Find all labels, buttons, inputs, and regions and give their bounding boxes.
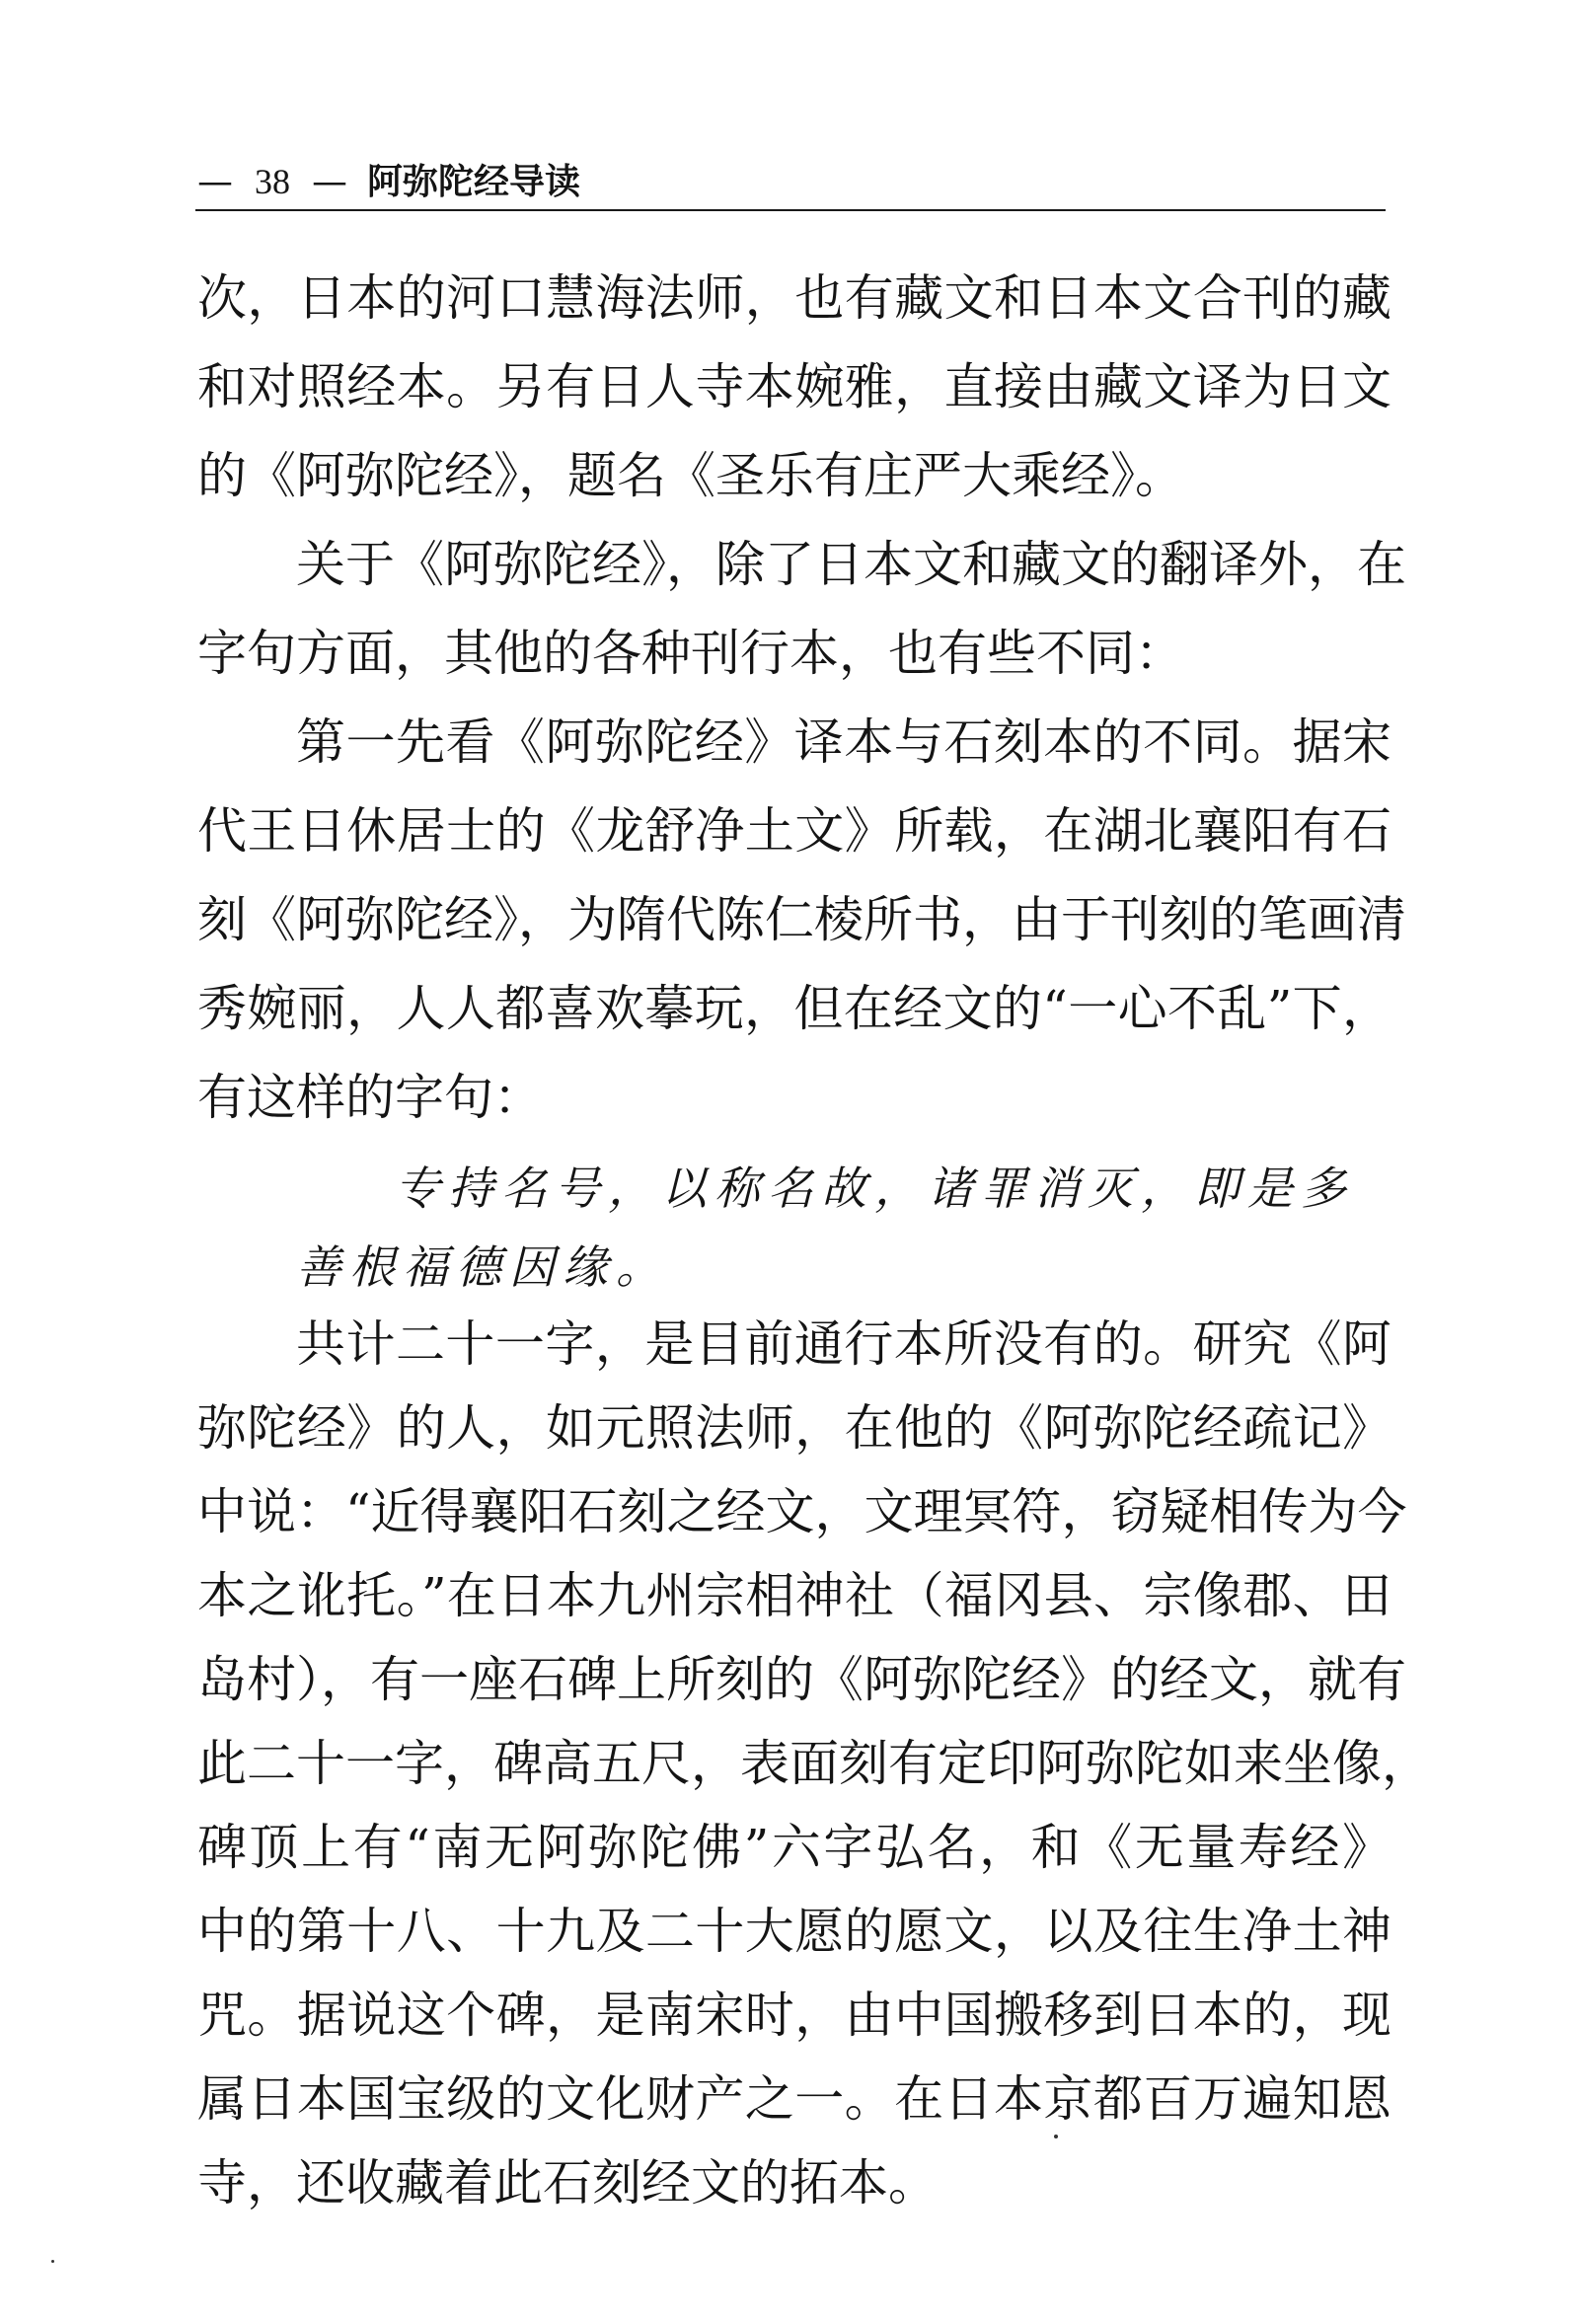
running-head — [197, 158, 580, 206]
body-line: 代王日休居士的《龙舒净土文》所载，在湖北襄阳有石 — [197, 802, 1391, 860]
body-line: 此二十一字，碑高五尺，表面刻有定印阿弥陀如来坐像， — [197, 1735, 1431, 1792]
body-line: 秀婉丽，人人都喜欢摹玩，但在经文的“一心不乱”下， — [197, 980, 1391, 1037]
scan-speck — [51, 2260, 54, 2263]
scan-speck — [1054, 2135, 1058, 2138]
body-line: 次，日本的河口慧海法师，也有藏文和日本文合刊的藏 — [197, 269, 1391, 327]
body-line: 碑顶上有“南无阿弥陀佛”六字弘名，和《无量寿经》 — [197, 1819, 1391, 1876]
body-line: 中说：“近得襄阳石刻之经文，文理冥符，窃疑相传为今 — [197, 1483, 1407, 1540]
paragraph-first-line: 第一先看《阿弥陀经》译本与石刻本的不同。据宋 — [296, 713, 1391, 771]
block-quote-line: 善根福德因缘。 — [296, 1240, 669, 1294]
paragraph-first-line: 共计二十一字，是目前通行本所没有的。研究《阿 — [296, 1315, 1391, 1373]
page-number: 38 — [255, 162, 290, 201]
head-dash-left: — — [197, 162, 233, 202]
body-line: 岛村），有一座石碑上所刻的《阿弥陀经》的经文，就有 — [197, 1651, 1406, 1708]
head-dash-right: — — [312, 162, 347, 202]
body-line: 中的第十八、十九及二十大愿的愿文，以及往生净土神 — [197, 1903, 1391, 1960]
book-title: 阿弥陀经导读 — [367, 162, 581, 202]
paragraph-first-line: 关于《阿弥陀经》，除了日本文和藏文的翻译外，在 — [296, 536, 1406, 593]
body-line: 有这样的字句： — [197, 1069, 543, 1126]
body-line: 字句方面，其他的各种刊行本，也有些不同： — [197, 625, 1184, 682]
body-line: 本之讹托。”在日本九州宗相神社（福冈县、宗像郡、田 — [197, 1567, 1391, 1624]
block-quote-line: 专持名号，以称名故，诸罪消灭，即是多 — [395, 1162, 1354, 1215]
body-line: 咒。据说这个碑，是南宋时，由中国搬移到日本的，现 — [197, 1987, 1391, 2044]
body-line: 的《阿弥陀经》，题名《圣乐有庄严大乘经》。 — [197, 447, 1184, 504]
header-rule — [195, 209, 1386, 211]
body-line: 和对照经本。另有日人寺本婉雅，直接由藏文译为日文 — [197, 358, 1391, 415]
body-line: 刻《阿弥陀经》，为隋代陈仁棱所书，由于刊刻的笔画清 — [197, 891, 1406, 948]
body-line: 弥陀经》的人，如元照法师，在他的《阿弥陀经疏记》 — [197, 1399, 1391, 1457]
body-line: 寺，还收藏着此石刻经文的拓本。 — [197, 2154, 938, 2212]
body-line: 属日本国宝级的文化财产之一。在日本京都百万遍知恩 — [197, 2070, 1391, 2128]
